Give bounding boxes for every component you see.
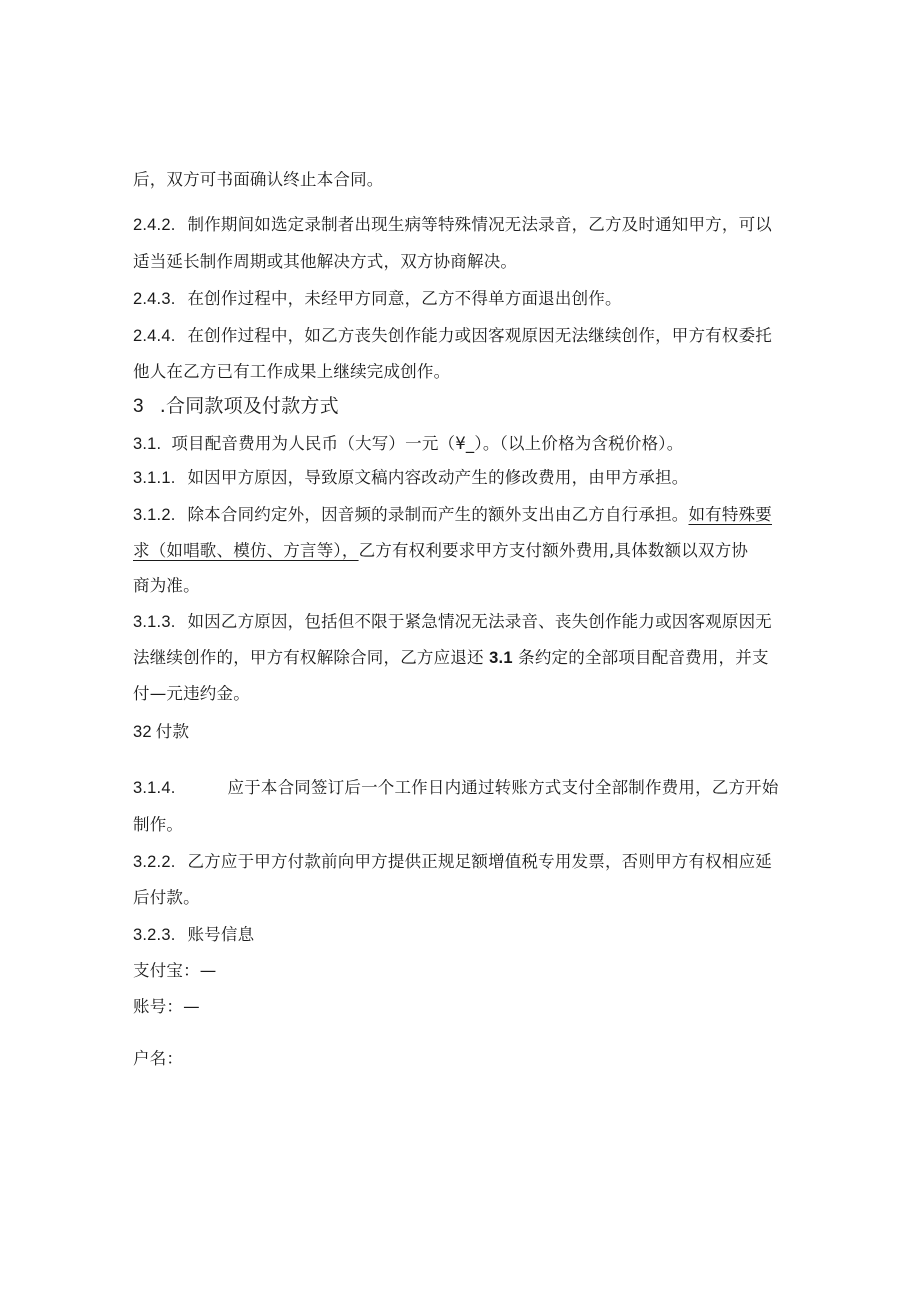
para-2-4-2-line1: 2.4.2. 制作期间如选定录制者出现生病等特殊情况无法录音，乙方及时通知甲方，可以 bbox=[133, 215, 772, 234]
underlined-text: 求（如唱歌、模仿、方言等）， bbox=[133, 541, 359, 560]
clause-number: 3.1.2. bbox=[133, 506, 176, 524]
account-holder-line: 户名： bbox=[133, 1049, 184, 1068]
clause-number: 2.4.2. bbox=[133, 216, 176, 234]
section-title: 付款 bbox=[155, 722, 190, 741]
section-number: 3 bbox=[133, 396, 144, 417]
para-2-4-4-line2: 他人在乙方已有工作成果上继续完成创作。 bbox=[133, 362, 451, 381]
para-2-4-2-line2: 适当延长制作周期或其他解决方式，双方协商解决。 bbox=[133, 252, 518, 271]
para-3-1-4-line1: 3.1.4. 应于本合同签订后一个工作日内通过转账方式支付全部制作费用，乙方开始 bbox=[133, 778, 779, 797]
para-2-4-3: 2.4.3. 在创作过程中，未经甲方同意，乙方不得单方面退出创作。 bbox=[133, 289, 622, 308]
para-3-1-3-line2: 法继续创作的，甲方有权解除合同，乙方应退还 3.1 条约定的全部项目配音费用，并支 bbox=[133, 648, 769, 667]
para-2-4-1-continuation: 后，双方可书面确认终止本合同。 bbox=[133, 170, 384, 189]
para-3-1-4-line2: 制作。 bbox=[133, 815, 184, 834]
clause-number: 3.1.1. bbox=[133, 469, 176, 487]
para-3-2-3: 3.2.3. 账号信息 bbox=[133, 925, 255, 944]
clause-number: 3.2.3. bbox=[133, 926, 176, 944]
para-3-1-1: 3.1.1. 如因甲方原因，导致原文稿内容改动产生的修改费用，由甲方承担。 bbox=[133, 468, 689, 487]
para-3-1-3-line1: 3.1.3. 如因乙方原因，包括但不限于紧急情况无法录音、丧失创作能力或因客观原因无 bbox=[133, 612, 772, 631]
para-3-1-2-line2: 求（如唱歌、模仿、方言等），乙方有权利要求甲方支付额外费用,具体数额以双方协 bbox=[133, 541, 749, 560]
para-3-1-2-line1: 3.1.2. 除本合同约定外，因音频的录制而产生的额外支出由乙方自行承担。如有特殊要 bbox=[133, 505, 772, 524]
clause-number: 3.1.4. bbox=[133, 779, 176, 797]
section-title: .合同款项及付款方式 bbox=[159, 395, 339, 417]
para-3-1: 3.1. 项目配音费用为人民币（大写）一元（¥_）。（以上价格为含税价格）。 bbox=[133, 434, 684, 453]
section-3-heading bbox=[133, 394, 793, 419]
para-3-2-2-line1: 3.2.2. 乙方应于甲方付款前向甲方提供正规足额增值税专用发票，否则甲方有权相应延 bbox=[133, 852, 772, 871]
account-line: 账号：— bbox=[133, 997, 200, 1016]
section-3-2-heading bbox=[133, 721, 793, 743]
alipay-line: 支付宝：— bbox=[133, 961, 217, 980]
section-number: 32 bbox=[133, 723, 152, 741]
clause-number: 2.4.4. bbox=[133, 327, 176, 345]
para-3-1-2-line3: 商为准。 bbox=[133, 576, 200, 595]
para-2-4-4-line1: 2.4.4. 在创作过程中，如乙方丧失创作能力或因客观原因无法继续创作，甲方有权委托 bbox=[133, 326, 772, 345]
underlined-text: 如有特殊要 bbox=[688, 505, 772, 524]
clause-number: 2.4.3. bbox=[133, 290, 176, 308]
clause-number: 3.2.2. bbox=[133, 853, 176, 871]
clause-number: 3.1.3. bbox=[133, 613, 176, 631]
para-3-2-2-line2: 后付款。 bbox=[133, 888, 200, 907]
para-3-1-3-line3: 付—元违约金。 bbox=[133, 684, 250, 703]
clause-number: 3.1. bbox=[133, 435, 162, 453]
